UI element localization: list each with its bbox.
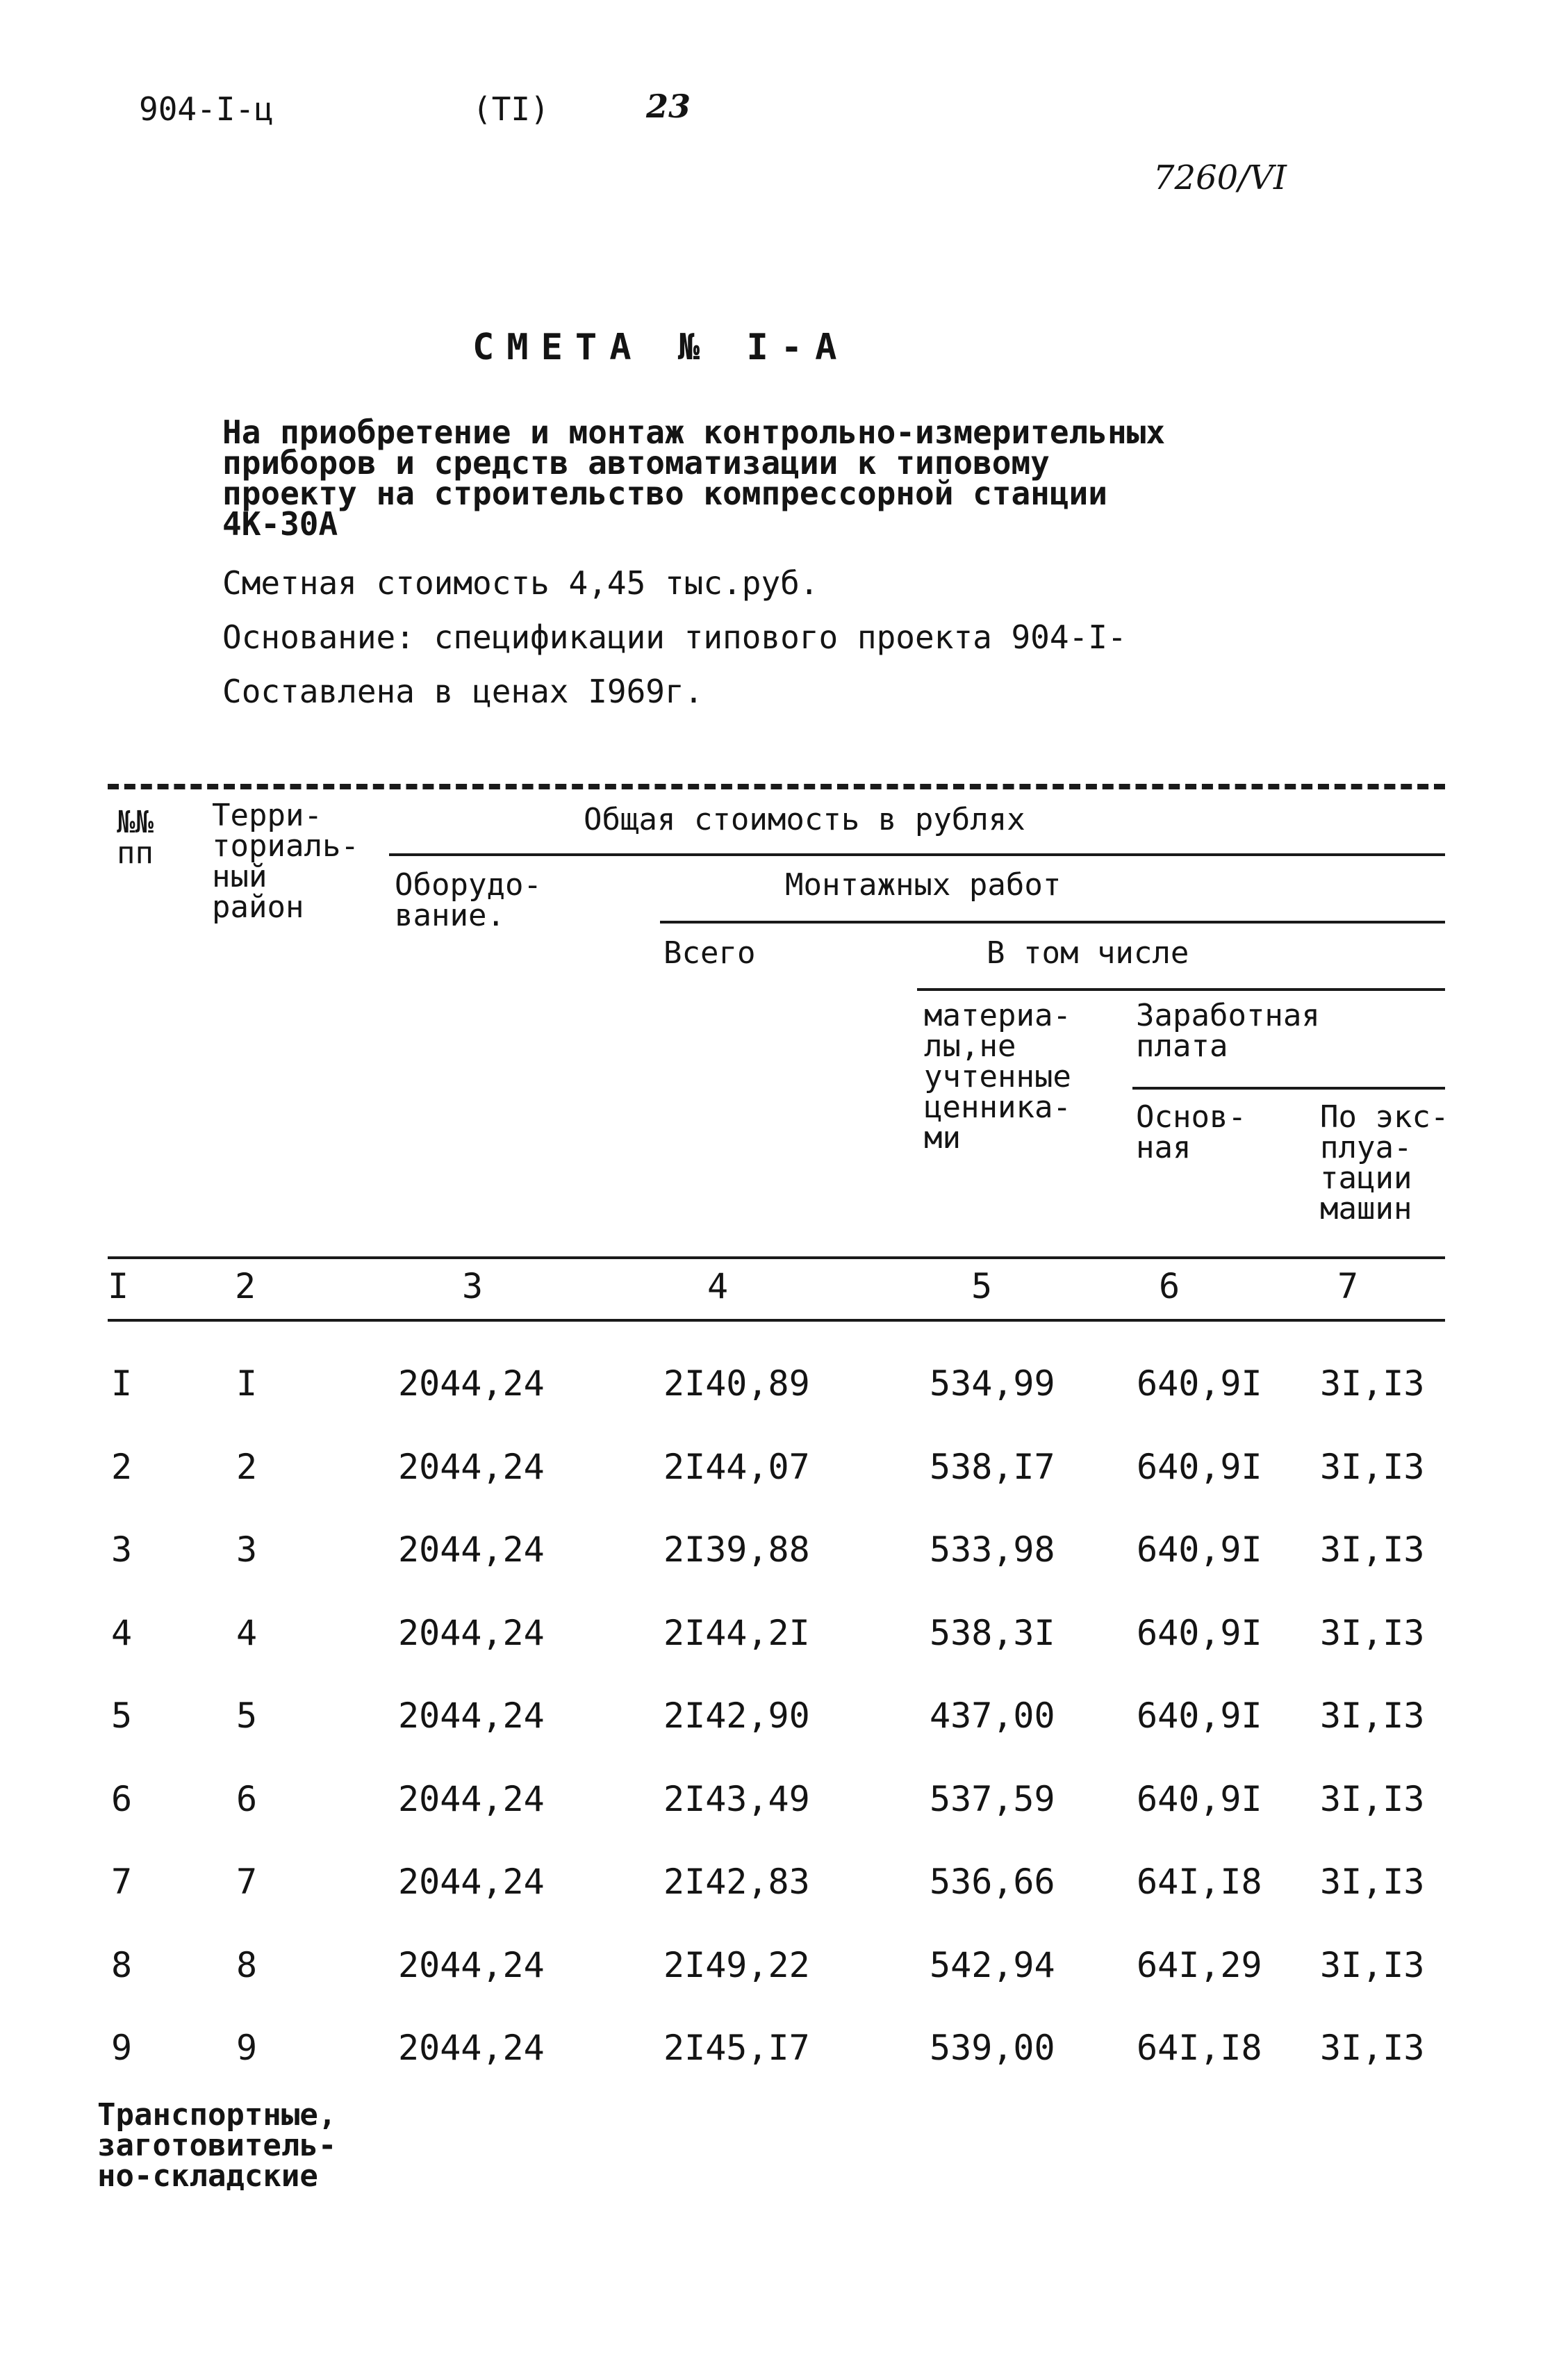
document-title: СМЕТА № I-А [472,327,850,368]
header-wages: Заработная плата [1136,998,1320,1064]
cell-materials: 533,98 [930,1529,1055,1570]
cell-total: 2I45,I7 [663,2028,810,2068]
cell-basic-wages: 640,9I [1137,1529,1262,1570]
header-machine-operation: По экс- плуа- тации машин [1320,1099,1449,1226]
cell-basic-wages: 64I,29 [1137,1945,1262,1985]
cell-total: 2I39,88 [663,1529,810,1570]
cell-equipment: 2044,24 [398,1529,545,1570]
cell-total: 2I44,07 [663,1447,810,1487]
cell-equipment: 2044,24 [398,1779,545,1819]
cell-equipment: 2044,24 [398,1363,545,1404]
price-basis: Составлена в ценах I969г. [222,673,704,710]
rule-above-column-numbers [108,1256,1445,1259]
cell-region: 6 [236,1779,258,1819]
cell-region: 3 [236,1529,258,1570]
cell-equipment: 2044,24 [398,1447,545,1487]
cell-row-number: 5 [111,1696,133,1736]
cell-total: 2I43,49 [663,1779,810,1819]
rule-under-wages [1132,1087,1445,1090]
cell-total: 2I44,2I [663,1613,810,1653]
column-number: 5 [971,1266,993,1306]
cell-equipment: 2044,24 [398,1862,545,1902]
cell-row-number: 3 [111,1529,133,1570]
cell-machine-operation: 3I,I3 [1320,1862,1425,1902]
rule-under-installation [660,921,1445,924]
cell-region: 4 [236,1613,258,1653]
cell-region: 7 [236,1862,258,1902]
estimated-cost: Сметная стоимость 4,45 тыс.руб. [222,564,819,602]
footer-note: Транспортные, заготовитель- но-складские [97,2097,337,2194]
cell-machine-operation: 3I,I3 [1320,1696,1425,1736]
cell-basic-wages: 640,9I [1137,1447,1262,1487]
header-row-number: №№ пп [117,805,154,871]
cell-machine-operation: 3I,I3 [1320,2028,1425,2068]
column-number: 4 [707,1266,729,1306]
rule-under-including [917,988,1445,991]
header-equipment: Оборудо- вание. [395,867,542,933]
estimate-basis: Основание: спецификации типового проекта 904-I- [222,618,1127,656]
cell-basic-wages: 640,9I [1137,1613,1262,1653]
page-number: 23 [646,88,691,125]
cell-row-number: I [111,1363,133,1404]
cell-materials: 538,I7 [930,1447,1055,1487]
cell-equipment: 2044,24 [398,2028,545,2068]
cell-materials: 537,59 [930,1779,1055,1819]
cell-equipment: 2044,24 [398,1696,545,1736]
cell-region: I [236,1363,258,1404]
cell-row-number: 7 [111,1862,133,1902]
cell-equipment: 2044,24 [398,1945,545,1985]
header-territorial-region: Терри- ториаль- ный район [212,798,359,925]
cell-basic-wages: 640,9I [1137,1696,1262,1736]
cell-materials: 539,00 [930,2028,1055,2068]
cell-row-number: 4 [111,1613,133,1653]
cell-region: 8 [236,1945,258,1985]
header-total-cost: Общая стоимость в рублях [584,802,1025,837]
cell-basic-wages: 64I,I8 [1137,2028,1262,2068]
cell-materials: 542,94 [930,1945,1055,1985]
column-number: 6 [1159,1266,1180,1306]
cell-machine-operation: 3I,I3 [1320,1529,1425,1570]
column-number: 2 [235,1266,256,1306]
header-materials: материа- лы,не учтенные ценника- ми [924,998,1071,1156]
cell-region: 5 [236,1696,258,1736]
estimate-purpose: На приобретение и монтаж контрольно-измерительных приборов и средств автоматизации к типовому проекту на строительство компрессорной станции 4К-30А [222,413,1166,543]
column-number: I [108,1266,129,1306]
cell-region: 2 [236,1447,258,1487]
cell-materials: 536,66 [930,1862,1055,1902]
cell-machine-operation: 3I,I3 [1320,1363,1425,1404]
header-including: В том числе [987,935,1189,971]
cell-basic-wages: 64I,I8 [1137,1862,1262,1902]
rule-under-total-cost [389,853,1445,856]
cell-machine-operation: 3I,I3 [1320,1779,1425,1819]
cell-basic-wages: 640,9I [1137,1779,1262,1819]
header-total: Всего [663,935,756,971]
section-label: (ТI) [472,90,550,128]
cell-row-number: 8 [111,1945,133,1985]
table-top-border [108,784,1445,789]
cell-basic-wages: 640,9I [1137,1363,1262,1404]
cell-total: 2I40,89 [663,1363,810,1404]
cell-equipment: 2044,24 [398,1613,545,1653]
cell-row-number: 2 [111,1447,133,1487]
cell-materials: 437,00 [930,1696,1055,1736]
document-code: 904-I-ц [139,90,274,128]
rule-below-column-numbers [108,1319,1445,1322]
cell-machine-operation: 3I,I3 [1320,1447,1425,1487]
header-installation-works: Монтажных работ [785,867,1062,903]
cell-region: 9 [236,2028,258,2068]
cell-total: 2I42,90 [663,1696,810,1736]
cell-materials: 534,99 [930,1363,1055,1404]
column-number: 7 [1337,1266,1359,1306]
column-number: 3 [462,1266,484,1306]
cell-machine-operation: 3I,I3 [1320,1945,1425,1985]
cell-materials: 538,3I [930,1613,1055,1653]
header-basic-wages: Основ- ная [1136,1099,1246,1165]
cell-row-number: 6 [111,1779,133,1819]
cell-row-number: 9 [111,2028,133,2068]
archive-number: 7260/VI [1153,158,1287,197]
cell-machine-operation: 3I,I3 [1320,1613,1425,1653]
cell-total: 2I42,83 [663,1862,810,1902]
cell-total: 2I49,22 [663,1945,810,1985]
